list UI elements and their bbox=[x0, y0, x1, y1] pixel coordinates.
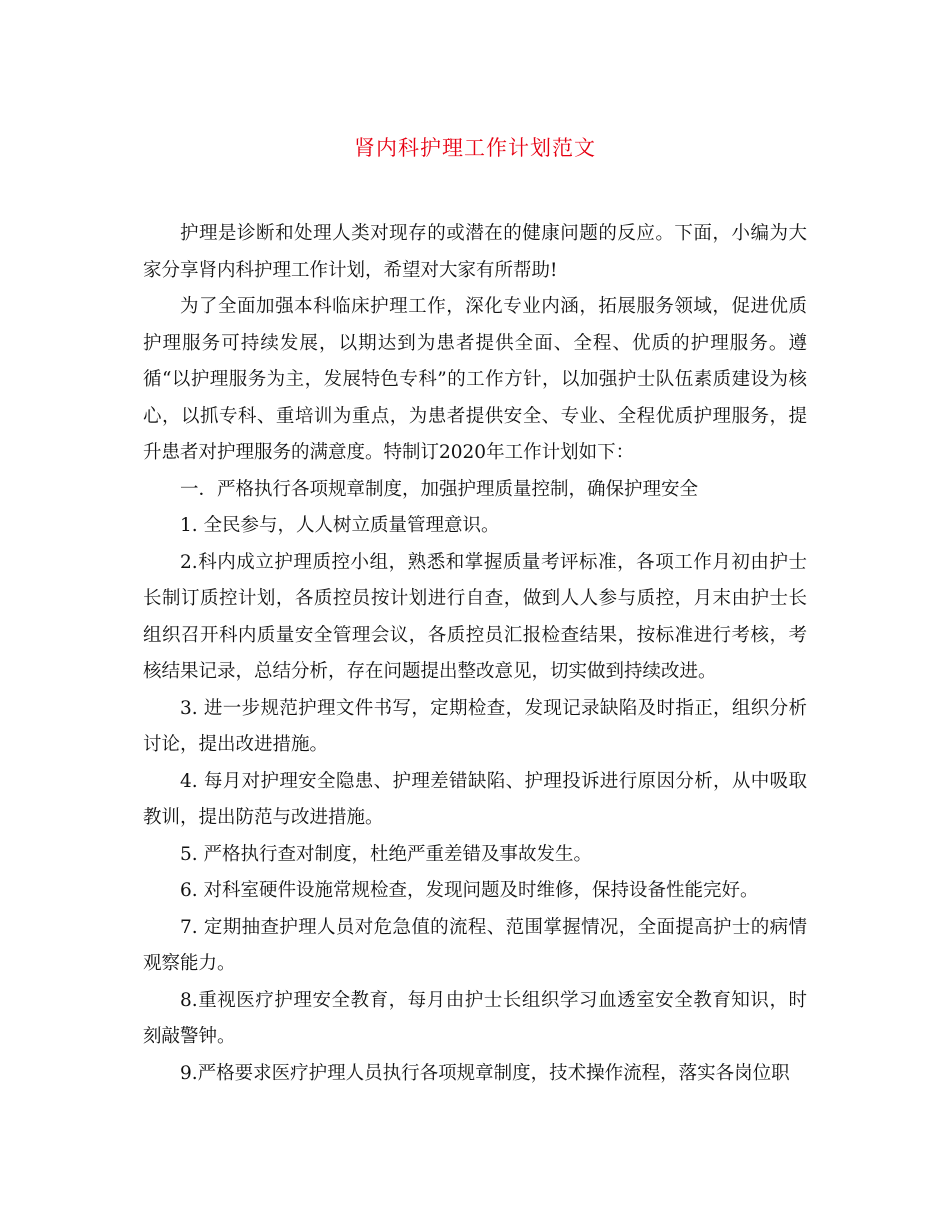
list-item-6: 6. 对科室硬件设施常规检查，发现问题及时维修，保持设备性能完好。 bbox=[180, 880, 759, 901]
paragraph-intro: 护理是诊断和处理人类对现存的或潜在的健康问题的反应。下面，小编为大家分享肾内科护理工作计划，希望对大家有所帮助! bbox=[143, 223, 807, 281]
paragraph-plan-overview: 为了全面加强本科临床护理工作，深化专业内涵，拓展服务领域，促进优质护理服务可持续发展，以期达到为患者提供全面、全程、优质的护理服务。遵循“以护理服务为主，发展特色专科”的工作方针，以加强护士队伍素质建设为核心，以抓专科、重培训为重点，为患者提供安全、专业、全程优质护理服务，提升患者对护理服务的满意度。特制订2020年工作计划如下： bbox=[143, 296, 807, 463]
document-title: 肾内科护理工作计划范文 bbox=[354, 136, 596, 160]
list-item-8: 8.重视医疗护理安全教育，每月由护士长组织学习血透室安全教育知识，时刻敲警钟。 bbox=[143, 989, 807, 1047]
section-heading-1: 一．严格执行各项规章制度，加强护理质量控制，确保护理安全 bbox=[180, 478, 699, 500]
document-body bbox=[143, 216, 807, 1092]
list-item-2: 2.科内成立护理质控小组，熟悉和掌握质量考评标准，各项工作月初由护士长制订质控计划，各质控员按计划进行自查，做到人人参与质控，月末由护士长组织召开科内质量安全管理会议，各质控员汇报检查结果，按标准进行考核，考核结果记录，总结分析，存在问题提出整改意见，切实做到持续改进。 bbox=[143, 551, 807, 682]
list-item-1: 1. 全民参与，人人树立质量管理意识。 bbox=[180, 515, 500, 536]
list-item-9: 9.严格要求医疗护理人员执行各项规章制度，技术操作流程，落实各岗位职 bbox=[180, 1062, 790, 1084]
list-item-4: 4. 每月对护理安全隐患、护理差错缺陷、护理投诉进行原因分析，从中吸取教训，提出防范与改进措施。 bbox=[143, 770, 807, 828]
list-item-3: 3. 进一步规范护理文件书写，定期检查，发现记录缺陷及时指正，组织分析讨论，提出改进措施。 bbox=[143, 697, 807, 755]
list-item-5: 5. 严格执行查对制度，杜绝严重差错及事故发生。 bbox=[180, 843, 593, 865]
list-item-7: 7. 定期抽查护理人员对危急值的流程、范围掌握情况，全面提高护士的病情观察能力。 bbox=[143, 916, 807, 974]
